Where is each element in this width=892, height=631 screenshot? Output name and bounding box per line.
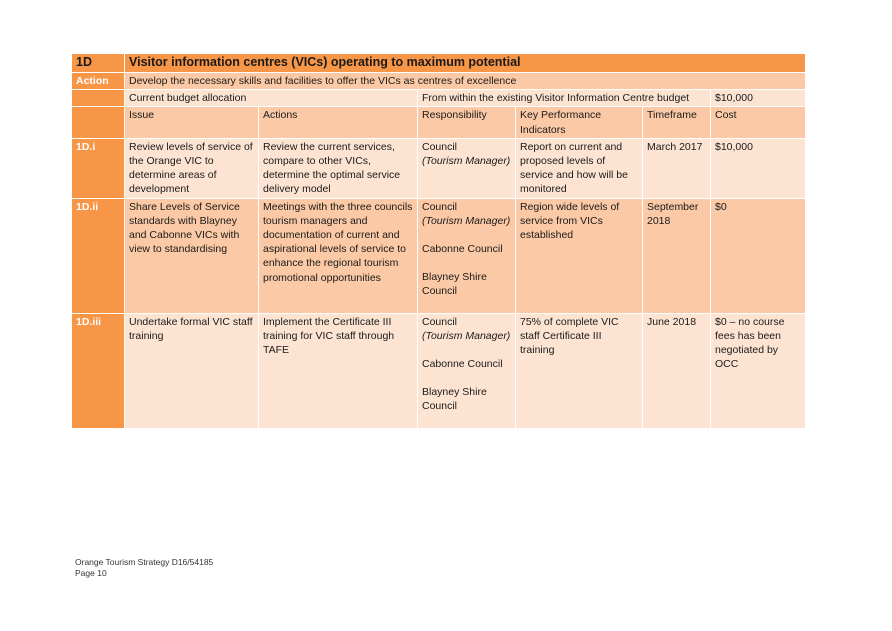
column-header-cost: Cost <box>711 107 805 137</box>
budget-row <box>72 90 805 106</box>
responsibility-partner: Cabonne Council <box>422 243 503 256</box>
column-header-kpi: Key Performance Indicators <box>516 107 642 137</box>
row-kpi: 75% of complete VIC staff Certificate III training <box>516 314 642 428</box>
action-plan-table <box>71 53 806 429</box>
column-header-timeframe: Timeframe <box>643 107 710 137</box>
responsibility-main: Council <box>422 140 458 153</box>
responsibility-role: (Tourism Manager) <box>422 155 511 168</box>
budget-amount: $10,000 <box>711 90 805 106</box>
document-reference: Orange Tourism Strategy D16/54185 <box>75 557 214 567</box>
budget-spacer <box>72 90 124 106</box>
responsibility-partner: Blayney Shire Council <box>422 271 487 298</box>
row-issue: Undertake formal VIC staff training <box>125 314 258 428</box>
row-kpi: Report on current and proposed levels of service and how will be monitored <box>516 139 642 198</box>
row-id: 1D.iii <box>72 314 124 428</box>
row-actions: Implement the Certificate III training for VIC staff through TAFE <box>259 314 417 428</box>
action-text: Develop the necessary skills and facilities to offer the VICs as centres of excellence <box>125 73 805 89</box>
row-responsibility <box>418 199 515 313</box>
column-header-responsibility: Responsibility <box>418 107 515 137</box>
table-header-row <box>72 54 805 72</box>
row-id: 1D.i <box>72 139 124 198</box>
responsibility-main: Council <box>422 315 458 328</box>
table-row <box>72 139 805 198</box>
row-cost: $0 – no course fees has been negotiated by OCC <box>711 314 805 428</box>
budget-label: Current budget allocation <box>125 90 417 106</box>
column-header-row <box>72 107 805 137</box>
page-footer <box>75 557 213 579</box>
section-title: Visitor information centres (VICs) operating to maximum potential <box>125 54 805 72</box>
responsibility-partner: Blayney Shire Council <box>422 386 487 413</box>
budget-source: From within the existing Visitor Information Centre budget <box>418 90 710 106</box>
row-kpi: Region wide levels of service from VICs established <box>516 199 642 313</box>
section-code: 1D <box>72 54 124 72</box>
row-timeframe: June 2018 <box>643 314 710 428</box>
action-label: Action <box>72 73 124 89</box>
row-timeframe: September 2018 <box>643 199 710 313</box>
responsibility-role: (Tourism Manager) <box>422 214 511 227</box>
table-row <box>72 199 805 313</box>
page-number: Page 10 <box>75 568 107 578</box>
row-id: 1D.ii <box>72 199 124 313</box>
row-cost: $0 <box>711 199 805 313</box>
column-header-issue: Issue <box>125 107 258 137</box>
row-responsibility <box>418 314 515 428</box>
column-header-actions: Actions <box>259 107 417 137</box>
responsibility-role: (Tourism Manager) <box>422 329 511 342</box>
row-issue: Review levels of service of the Orange VIC to determine areas of development <box>125 139 258 198</box>
table-row <box>72 314 805 428</box>
row-timeframe: March 2017 <box>643 139 710 198</box>
row-issue: Share Levels of Service standards with Blayney and Cabonne VICs with view to standardising <box>125 199 258 313</box>
row-cost: $10,000 <box>711 139 805 198</box>
column-header-spacer <box>72 107 124 137</box>
action-row <box>72 73 805 89</box>
responsibility-partner: Cabonne Council <box>422 358 503 371</box>
row-actions: Review the current services, compare to other VICs, determine the optimal service delivery model <box>259 139 417 198</box>
responsibility-main: Council <box>422 200 458 213</box>
row-actions: Meetings with the three councils tourism managers and documentation of current and aspirational levels of service to enhance the regional tourism promotional opportunities <box>259 199 417 313</box>
row-responsibility <box>418 139 515 198</box>
